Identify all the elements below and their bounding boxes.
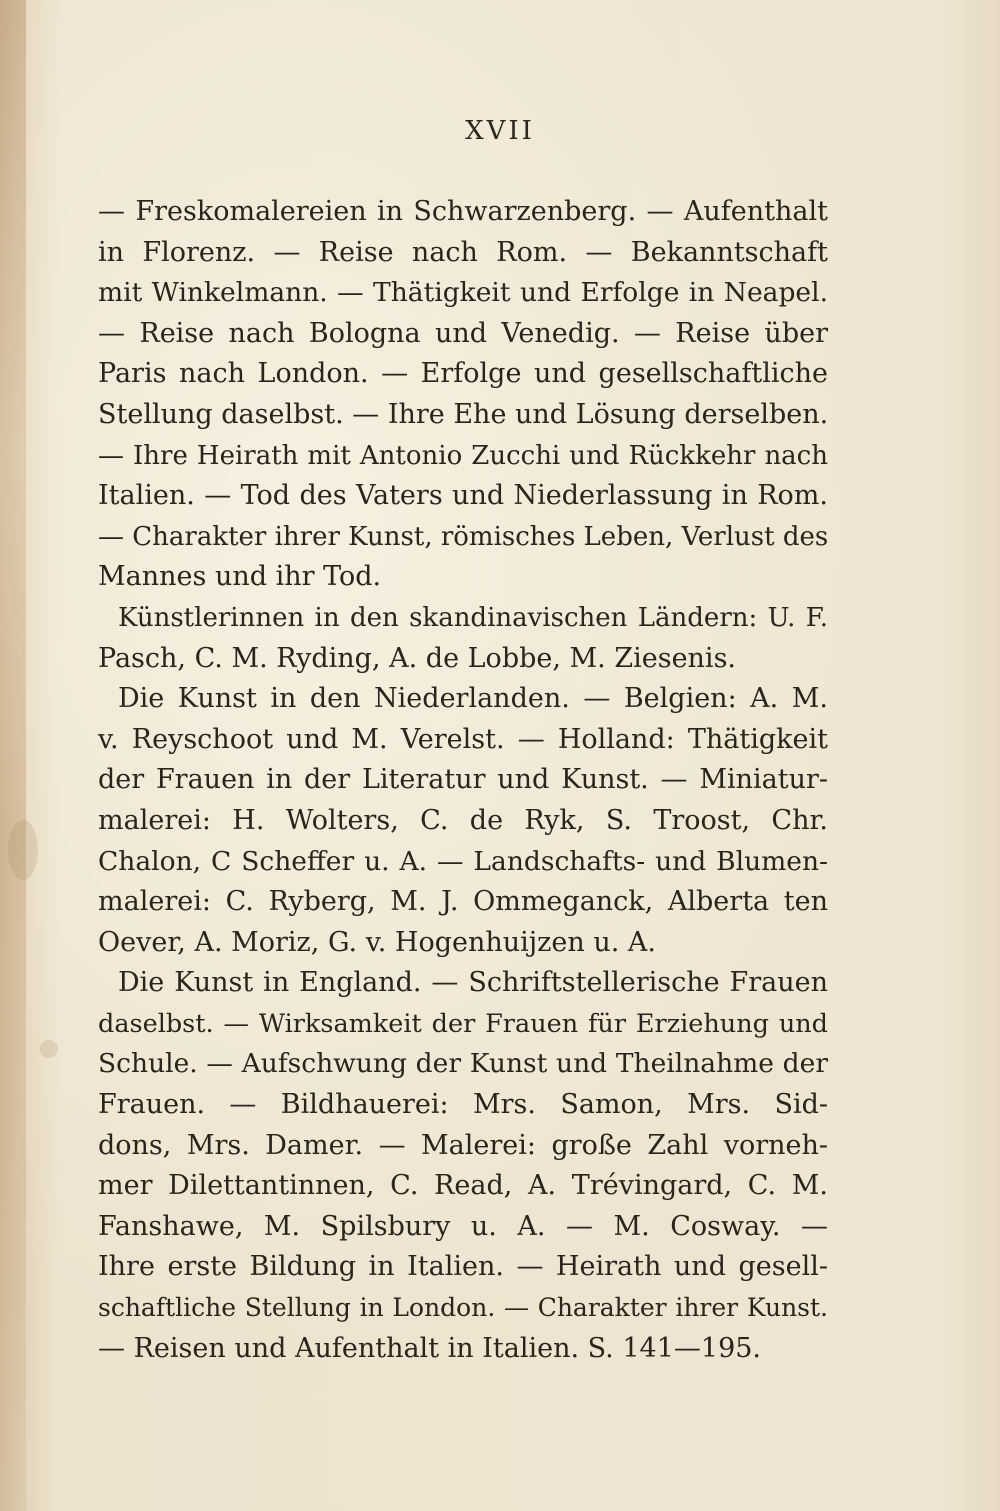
text-line: Paris nach London. — Erfolge und gesellschaftliche (98, 358, 828, 390)
text-line: Chalon, C Scheffer u. A. — Landschafts- und Blumen- (98, 845, 828, 877)
text-line: Die Kunst in England. — Schriftstellerische Frauen (118, 967, 828, 999)
text-line: Mannes und ihr Tod. (98, 561, 382, 593)
text-line: v. Reyschoot und M. Verelst. — Holland: Thätigkeit (98, 723, 828, 755)
text-line: dons, Mrs. Damer. — Malerei: große Zahl vorneh- (98, 1129, 828, 1161)
text-line: daselbst. — Wirksamkeit der Frauen für Erziehung und (98, 1008, 828, 1039)
text-line: — Reise nach Bologna und Venedig. — Reise über (98, 317, 828, 349)
text-line: — Reisen und Aufenthalt in Italien. S. 141—195. (98, 1332, 762, 1364)
text-line: Frauen. — Bildhauerei: Mrs. Samon, Mrs. Sid- (98, 1089, 828, 1121)
table-of-contents-text (98, 192, 828, 1369)
text-line: schaftliche Stellung in London. — Charakter ihrer Kunst. (98, 1293, 828, 1323)
text-line: malerei: H. Wolters, C. de Ryk, S. Troost, Chr. (98, 804, 828, 836)
page-number: XVII (465, 116, 535, 146)
text-line: — Charakter ihrer Kunst, römisches Leben, Verlust des (98, 521, 829, 552)
text-line: malerei: C. Ryberg, M. J. Ommeganck, Alberta ten (98, 886, 828, 918)
text-line: Künstlerinnen in den skandinavischen Ländern: U. F. (118, 602, 828, 633)
text-line: Italien. — Tod des Vaters und Niederlassung in Rom. (98, 480, 828, 512)
text-line: — Ihre Heirath mit Antonio Zucchi und Rückkehr nach (98, 440, 828, 471)
text-line: Schule. — Aufschwung der Kunst und Theilnahme der (98, 1048, 828, 1080)
text-line: Ihre erste Bildung in Italien. — Heirath und gesell- (98, 1251, 828, 1283)
text-line: Pasch, C. M. Ryding, A. de Lobbe, M. Ziesenis. (98, 642, 737, 674)
text-line: Fanshawe, M. Spilsbury u. A. — M. Cosway. — (98, 1210, 828, 1242)
text-line: Oever, A. Moriz, G. v. Hogenhuijzen u. A. (98, 926, 656, 958)
text-line: der Frauen in der Literatur und Kunst. — Miniatur- (98, 764, 828, 796)
paper-stain (8, 820, 38, 880)
text-line: in Florenz. — Reise nach Rom. — Bekanntschaft (98, 236, 828, 268)
text-line: mer Dilettantinnen, C. Read, A. Trévingard, C. M. (98, 1170, 828, 1202)
text-line: Stellung daselbst. — Ihre Ehe und Lösung derselben. (98, 398, 829, 430)
text-line: Die Kunst in den Niederlanden. — Belgien: A. M. (118, 683, 828, 715)
page-edge-stain (0, 0, 26, 1511)
paper-stain (40, 1040, 58, 1058)
text-line: — Freskomalereien in Schwarzenberg. — Aufenthalt (98, 196, 828, 227)
text-line: mit Winkelmann. — Thätigkeit und Erfolge in Neapel. (98, 277, 828, 309)
